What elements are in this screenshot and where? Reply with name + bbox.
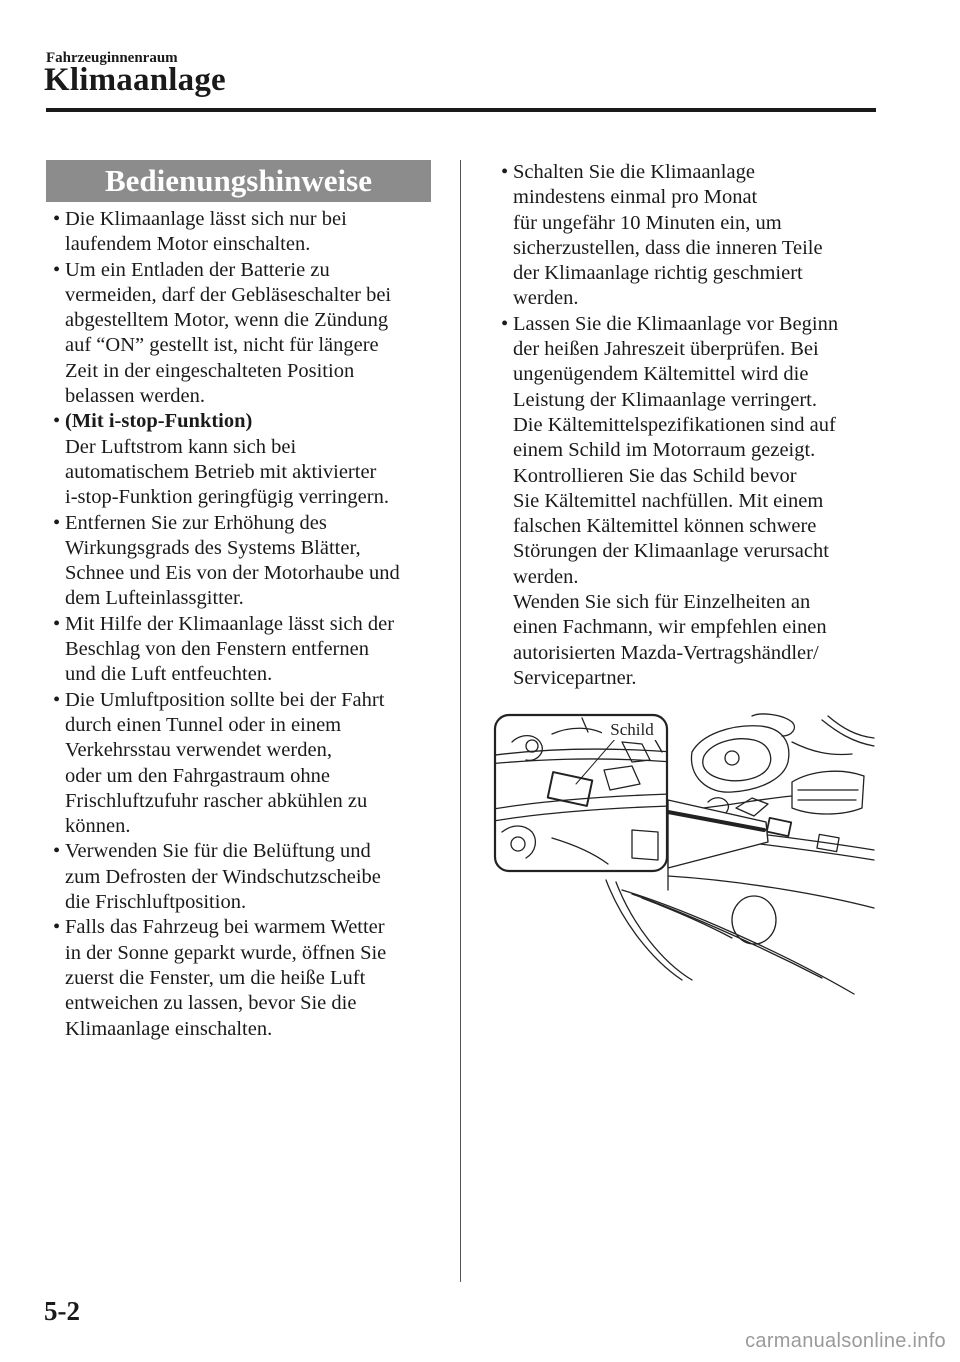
bullet-line: zum Defrosten der Windschutzscheibe — [65, 865, 381, 888]
bullet-line: Um ein Entladen der Batterie zu — [65, 258, 330, 281]
bullet-line: auf “ON” gestellt ist, nicht für längere — [65, 334, 379, 357]
bullet-dot: • — [501, 161, 509, 183]
bullet-line: Sie Kältemittel nachfüllen. Mit einem — [513, 489, 824, 512]
bullet-line: Leistung der Klimaanlage verringert. — [513, 388, 817, 411]
bullet-dot: • — [53, 688, 61, 711]
bullet-line: abgestelltem Motor, wenn die Zündung — [65, 309, 389, 332]
bullet-line: automatischem Betrieb mit aktivierter — [65, 460, 377, 483]
bullet-item — [496, 312, 886, 691]
bullet-line: Falls das Fahrzeug bei warmem Wetter — [65, 916, 385, 939]
bullet-heading: (Mit i-stop-Funktion) — [65, 410, 253, 433]
bullet-line: entweichen zu lassen, bevor Sie die — [65, 992, 357, 1015]
bullet-line: sicherzustellen, dass die inneren Teile — [513, 236, 823, 259]
page-number: 5-2 — [44, 1296, 80, 1326]
bullet-dot: • — [53, 258, 61, 281]
bullet-line: Entfernen Sie zur Erhöhung des — [65, 511, 327, 534]
bullet-line: oder um den Fahrgastraum ohne — [65, 764, 330, 787]
bullet-item — [48, 612, 448, 688]
bullet-line: Störungen der Klimaanlage verursacht — [513, 540, 829, 563]
bullet-line: die Frischluftposition. — [65, 891, 247, 914]
bullet-line: Mit Hilfe der Klimaanlage lässt sich der — [65, 612, 395, 635]
label-callout: Schild — [610, 720, 654, 739]
bullet-dot: • — [53, 840, 61, 863]
bullet-dot: • — [53, 612, 61, 635]
bullet-item — [48, 207, 448, 258]
bullet-line: in der Sonne geparkt wurde, öffnen Sie — [65, 941, 387, 964]
bullet-line: durch einen Tunnel oder in einem — [65, 713, 342, 736]
bullet-item — [48, 839, 448, 915]
bullet-line: autorisierten Mazda-Vertragshändler/ — [513, 641, 819, 664]
bullet-line: dem Lufteinlassgitter. — [65, 587, 244, 610]
bullet-line: vermeiden, darf der Gebläseschalter bei — [65, 283, 392, 306]
bullet-line: für ungefähr 10 Minuten ein, um — [513, 211, 782, 234]
bullet-dot: • — [53, 511, 61, 534]
bullet-line: Schalten Sie die Klimaanlage — [513, 161, 755, 183]
label-inset — [492, 715, 672, 871]
bullet-line: werden. — [513, 287, 579, 310]
bullet-line: Wenden Sie sich für Einzelheiten an — [513, 591, 811, 614]
bullet-dot: • — [501, 312, 509, 335]
bullet-line: Beschlag von den Fenstern entfernen — [65, 638, 369, 661]
bullet-line: Kontrollieren Sie das Schild bevor — [513, 464, 797, 487]
bullet-line: Die Kältemittelspezifikationen sind auf — [513, 413, 836, 436]
bullet-line: Klimaanlage einschalten. — [65, 1017, 273, 1040]
bullet-line: Servicepartner. — [513, 666, 637, 689]
bullet-item — [48, 409, 448, 510]
bullet-dot: • — [53, 916, 61, 939]
bullet-line: ungenügendem Kältemittel wird die — [513, 363, 809, 386]
bullet-item — [496, 160, 886, 312]
bullet-line: einen Fachmann, wir empfehlen einen — [513, 616, 827, 639]
bullet-item — [48, 258, 448, 410]
engine-bay-figure — [492, 712, 876, 1008]
bullet-line: Die Klimaanlage lässt sich nur bei — [65, 208, 347, 230]
section-title: Klimaanlage — [44, 62, 226, 98]
bullet-dot: • — [53, 208, 61, 230]
bullet-line: mindestens einmal pro Monat — [513, 186, 758, 209]
bullet-item — [48, 688, 448, 840]
bullet-item — [48, 511, 448, 612]
bullet-item — [48, 915, 448, 1041]
header-rule — [46, 108, 876, 112]
bullet-line: Schnee und Eis von der Motorhaube und — [65, 562, 400, 585]
bullet-line: Lassen Sie die Klimaanlage vor Beginn — [513, 312, 839, 335]
bullet-line: belassen werden. — [65, 385, 206, 408]
bullet-line: zuerst die Fenster, um die heiße Luft — [65, 966, 366, 989]
bullet-line: einem Schild im Motorraum gezeigt. — [513, 439, 816, 462]
bullet-line: Wirkungsgrads des Systems Blätter, — [65, 536, 361, 559]
column-divider — [460, 160, 461, 1282]
bullet-line: i-stop-Funktion geringfügig verringern. — [65, 486, 389, 509]
bullet-line: Frischluftzufuhr rascher abkühlen zu — [65, 789, 368, 812]
bullet-line: der Klimaanlage richtig geschmiert — [513, 262, 803, 285]
bullet-line: Der Luftstrom kann sich bei — [65, 435, 297, 458]
bullet-line: werden. — [513, 565, 579, 588]
bullet-dot: • — [53, 410, 61, 433]
bullet-line: laufendem Motor einschalten. — [65, 233, 311, 256]
topic-banner: Bedienungshinweise — [46, 160, 431, 202]
bullet-line: Zeit in der eingeschalteten Position — [65, 359, 355, 382]
left-column — [48, 207, 448, 1042]
bullet-line: und die Luft entfeuchten. — [65, 663, 273, 686]
watermark: carmanualsonline.info — [745, 1330, 946, 1352]
bullet-line: der heißen Jahreszeit überprüfen. Bei — [513, 338, 819, 361]
bullet-line: können. — [65, 815, 131, 838]
bullet-line: Die Umluftposition sollte bei der Fahrt — [65, 688, 385, 711]
right-column — [496, 160, 886, 691]
bullet-line: falschen Kältemittel können schwere — [513, 515, 817, 538]
bullet-line: Verwenden Sie für die Belüftung und — [65, 840, 371, 863]
bullet-line: Verkehrsstau verwendet werden, — [65, 739, 332, 762]
chapter-title: Fahrzeuginnenraum — [46, 50, 178, 66]
